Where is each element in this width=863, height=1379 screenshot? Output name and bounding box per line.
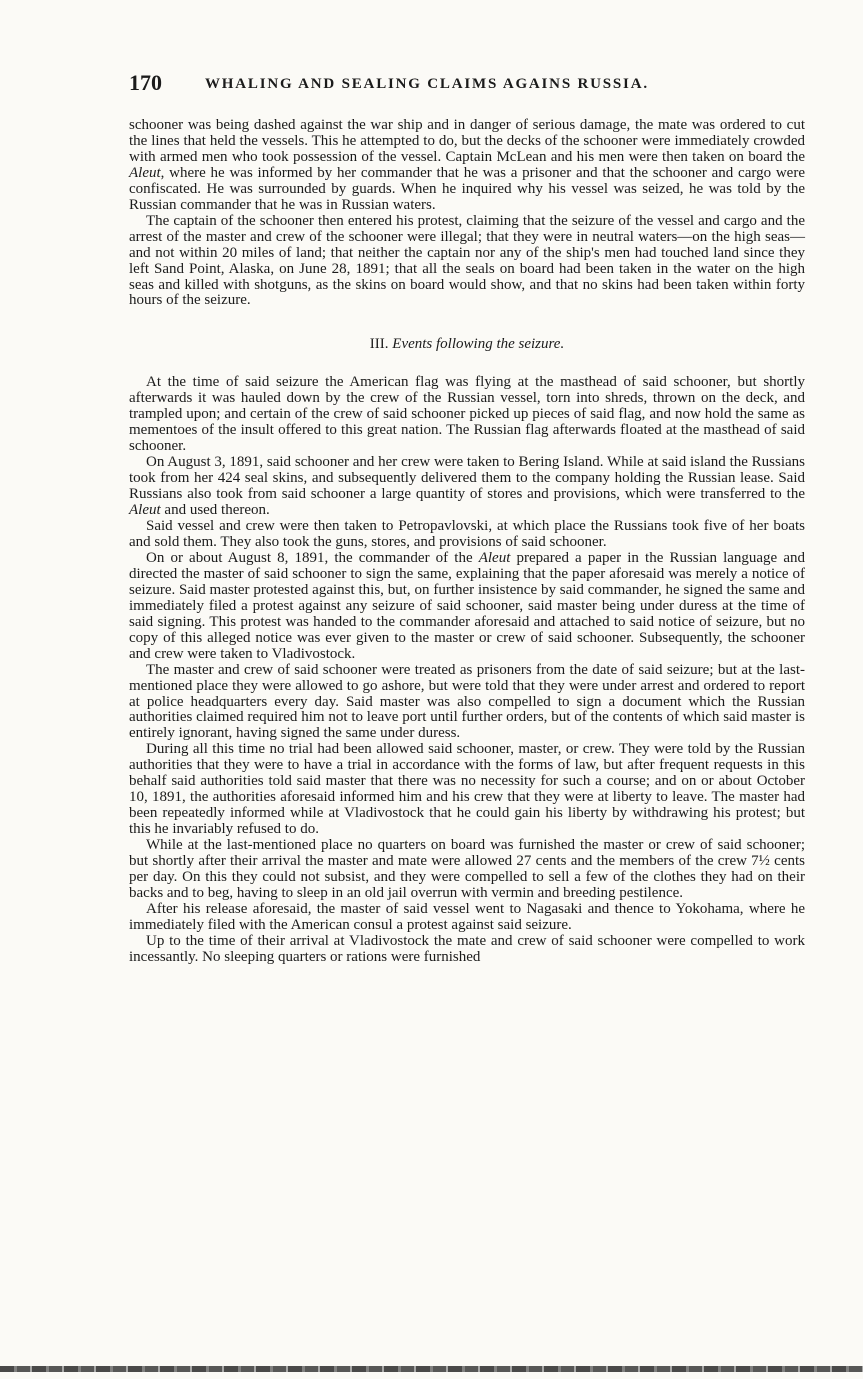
ship-name: Aleut [129,502,161,519]
scan-edge-border [0,1366,863,1372]
page-number: 170 [129,70,162,95]
paragraph: The master and crew of said schooner were treated as prisoners from the date of said seizure; but at the last-mentioned place they were allowed to go ashore, but were told that they were under arrest and ordered to report at police headquarters every day. Said master was also compelled to sign a document which the Russian authorities claimed required him not to leave port until further orders, but of the contents of which said master is entirely ignorant, having signed the same under duress. [129,661,805,742]
ship-name: Aleut [478,549,511,566]
paragraph: The captain of the schooner then entered his protest, claiming that the seizure of the vessel and cargo and the arrest of the master and crew of the schooner were illegal; that they were in neutral waters—on the high seas—and not within 20 miles of land; that neither the captain nor any of the ship's men had touched land since they left Sand Point, Alaska, on June 28, 1891; that all the seals on board had been taken in the water on the high seas and killed with shotguns, as the skins on board would show, and that no skins had been taken within forty hours of the seizure. [129,212,805,309]
paragraph: On August 3, 1891, said schooner and her crew were taken to Bering Island. While at said island the Russians took from her 424 seal skins, and subsequently delivered them to the company holding the Russian lease. Said Russians also took from said schooner a large quantity of stores and provisions, which were transferred to the Aleut and used thereon. [129,454,805,519]
paragraph: During all this time no trial had been allowed said schooner, master, or crew. They were told by the Russian authorities that they were to have a trial in accordance with the forms of law, but after frequent requests in this behalf said authorities told said master that there was no necessity for such a course; and on or about October 10, 1891, the authorities aforesaid informed him and his crew that they were at liberty to leave. The master had been repeatedly informed while at Vladivostock that he could gain his liberty by withdrawing his protest; but this he invariably refused to do. [129,741,805,838]
ship-name: Aleut [129,164,161,181]
page-header [129,70,809,100]
paragraph: Said vessel and crew were then taken to Petropavlovski, at which place the Russians took five of her boats and sold them. They also took the guns, stores, and provisions of said schooner. [129,518,805,550]
paragraph: While at the last-mentioned place no quarters on board was furnished the master or crew of said schooner; but shortly after their arrival the master and mate were allowed 27 cents and the members of the crew 7½ cents per day. On this they could not subsist, and they were compelled to sell a few of the clothes they had on their backs and to beg, having to sleep in an old jail overrun with vermin and breeding pestilence. [129,837,805,901]
body-text [129,118,805,966]
section-title: Events following the seizure. [392,336,565,353]
section-heading [129,336,805,352]
section-numeral: III. [369,336,389,353]
paragraph: Up to the time of their arrival at Vladivostock the mate and crew of said schooner were compelled to work incessantly. No sleeping quarters or rations were furnished [129,932,805,965]
paragraph: On or about August 8, 1891, the commander of the Aleut prepared a paper in the Russian language and directed the master of said schooner to sign the same, explaining that the paper aforesaid was merely a notice of seizure. Said master protested against this, but, on further insistence by said commander, he signed the same and immediately filed a protest against any seizure of said schooner, said master being under duress at the time of said signing. This protest was handed to the commander aforesaid and attached to said notice of seizure, but no copy of this alleged notice was ever given to the master or crew of said schooner. Subsequently, the schooner and crew were taken to Vladivostock. [129,549,805,662]
paragraph: After his release aforesaid, the master of said vessel went to Nagasaki and thence to Yokohama, where he immediately filed with the American consul a protest against said seizure. [129,900,805,933]
paragraph: At the time of said seizure the American flag was flying at the masthead of said schooner, but shortly afterwards it was hauled down by the crew of the Russian vessel, torn into shreds, thrown on the deck, and trampled upon; and certain of the crew of said schooner picked up pieces of said flag, and now hold the same as mementoes of the insult offered to this great nation. The Russian flag afterwards floated at the masthead of said schooner. [129,374,805,455]
running-head: WHALING AND SEALING CLAIMS AGAINS RUSSIA. [205,76,649,92]
paragraph: schooner was being dashed against the war ship and in danger of serious damage, the mate was ordered to cut the lines that held the vessels. This he attempted to do, but the decks of the schooner were immediately crowded with armed men who took possession of the vessel. Captain McLean and his men were then taken on board the Aleut, where he was informed by her commander that he was a prisoner and that the schooner and cargo were confiscated. He was surrounded by guards. When he inquired why his vessel was seized, he was told by the Russian commander that he was in Russian waters. [129,117,805,213]
